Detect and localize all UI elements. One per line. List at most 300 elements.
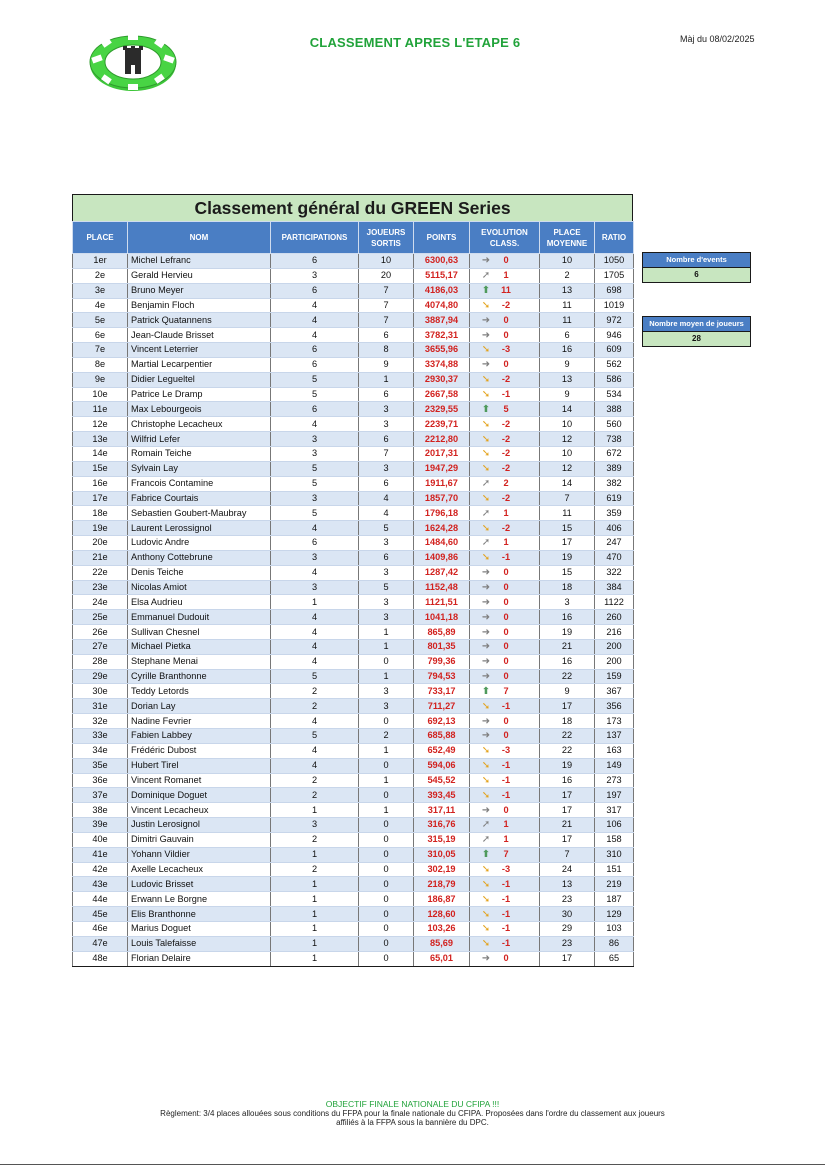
table-row	[73, 788, 634, 803]
name-cell: Denis Teiche	[128, 565, 271, 580]
place-cell: 34e	[73, 743, 128, 758]
players-out-cell: 0	[359, 714, 414, 729]
place-cell: 14e	[73, 446, 128, 461]
participations-cell: 2	[271, 773, 359, 788]
ratio-cell: 1122	[595, 595, 634, 610]
evolution-value: 1	[503, 819, 509, 830]
place-cell: 7e	[73, 343, 128, 358]
arrow-right-icon: ➜	[481, 953, 491, 965]
points-cell: 3887,94	[414, 313, 470, 328]
column-header: EVOLUTION CLASS.	[470, 222, 540, 254]
average-place-cell: 9	[540, 387, 595, 402]
players-out-cell: 0	[359, 877, 414, 892]
evolution-cell	[470, 491, 540, 506]
ratio-cell: 359	[595, 506, 634, 521]
players-out-cell: 4	[359, 506, 414, 521]
evolution-value: -1	[501, 389, 511, 400]
ratio-cell: 470	[595, 550, 634, 565]
table-row	[73, 758, 634, 773]
points-cell: 2239,71	[414, 417, 470, 432]
ratio-cell: 1019	[595, 298, 634, 313]
participations-cell: 4	[271, 521, 359, 536]
players-out-cell: 6	[359, 432, 414, 447]
participations-cell: 4	[271, 639, 359, 654]
evolution-cell	[470, 580, 540, 595]
average-place-cell: 18	[540, 714, 595, 729]
participations-cell: 6	[271, 343, 359, 358]
average-place-cell: 2	[540, 268, 595, 283]
players-out-cell: 5	[359, 580, 414, 595]
place-cell: 39e	[73, 818, 128, 833]
arrow-right-icon: ➜	[481, 255, 491, 267]
average-place-cell: 16	[540, 343, 595, 358]
ratio-cell: 738	[595, 432, 634, 447]
evolution-cell	[470, 847, 540, 862]
ratio-cell: 609	[595, 343, 634, 358]
place-cell: 10e	[73, 387, 128, 402]
evolution-cell	[470, 773, 540, 788]
evolution-value: 0	[503, 359, 509, 370]
evolution-value: 0	[503, 641, 509, 652]
ratio-cell: 560	[595, 417, 634, 432]
participations-cell: 1	[271, 847, 359, 862]
ratio-cell: 310	[595, 847, 634, 862]
ratio-cell: 103	[595, 921, 634, 936]
evolution-cell	[470, 951, 540, 966]
ratio-cell: 1705	[595, 268, 634, 283]
players-out-cell: 2	[359, 729, 414, 744]
players-out-cell: 6	[359, 550, 414, 565]
ratio-cell: 698	[595, 283, 634, 298]
participations-cell: 3	[271, 818, 359, 833]
players-out-cell: 0	[359, 936, 414, 951]
average-place-cell: 30	[540, 907, 595, 922]
participations-cell: 2	[271, 862, 359, 877]
name-cell: Michel Lefranc	[128, 254, 271, 269]
evolution-value: 7	[503, 685, 509, 696]
ratio-cell: 86	[595, 936, 634, 951]
arrow-diagup-icon: ➚	[481, 507, 491, 519]
participations-cell: 4	[271, 654, 359, 669]
evolution-cell	[470, 476, 540, 491]
name-cell: Benjamin Floch	[128, 298, 271, 313]
arrow-down-icon: ➘	[481, 700, 491, 712]
table-row	[73, 432, 634, 447]
points-cell: 799,36	[414, 654, 470, 669]
players-out-cell: 1	[359, 669, 414, 684]
average-place-cell: 17	[540, 832, 595, 847]
evolution-value: -1	[501, 923, 511, 934]
players-out-cell: 6	[359, 387, 414, 402]
evolution-value: 0	[503, 953, 509, 964]
evolution-cell	[470, 714, 540, 729]
avg-players-value: 28	[642, 332, 751, 347]
name-cell: Ludovic Andre	[128, 536, 271, 551]
evolution-cell	[470, 758, 540, 773]
average-place-cell: 23	[540, 936, 595, 951]
evolution-cell	[470, 907, 540, 922]
points-cell: 1947,29	[414, 461, 470, 476]
points-cell: 302,19	[414, 862, 470, 877]
average-place-cell: 16	[540, 610, 595, 625]
ratio-cell: 406	[595, 521, 634, 536]
place-cell: 30e	[73, 684, 128, 699]
evolution-cell	[470, 446, 540, 461]
table-row	[73, 283, 634, 298]
ratio-cell: 322	[595, 565, 634, 580]
ratio-cell: 534	[595, 387, 634, 402]
average-place-cell: 13	[540, 877, 595, 892]
ratio-cell: 672	[595, 446, 634, 461]
participations-cell: 4	[271, 743, 359, 758]
table-row	[73, 268, 634, 283]
points-cell: 685,88	[414, 729, 470, 744]
ratio-cell: 219	[595, 877, 634, 892]
ratio-cell: 586	[595, 372, 634, 387]
participations-cell: 1	[271, 877, 359, 892]
average-place-cell: 10	[540, 254, 595, 269]
average-place-cell: 17	[540, 699, 595, 714]
participations-cell: 2	[271, 684, 359, 699]
participations-cell: 4	[271, 625, 359, 640]
average-place-cell: 12	[540, 432, 595, 447]
place-cell: 43e	[73, 877, 128, 892]
footer-rule-line1: Règlement: 3/4 places allouées sous conditions du FFPA pour la finale nationale du CFIPA. Proposées dans l'ordre du classement aux joueurs	[160, 1109, 665, 1118]
ratio-cell: 382	[595, 476, 634, 491]
players-out-cell: 0	[359, 758, 414, 773]
average-place-cell: 15	[540, 565, 595, 580]
evolution-cell	[470, 432, 540, 447]
participations-cell: 6	[271, 402, 359, 417]
table-row	[73, 372, 634, 387]
place-cell: 41e	[73, 847, 128, 862]
evolution-value: 1	[503, 537, 509, 548]
table-title: Classement général du GREEN Series	[72, 194, 633, 221]
name-cell: Nicolas Amiot	[128, 580, 271, 595]
evolution-value: -3	[501, 745, 511, 756]
evolution-cell	[470, 936, 540, 951]
place-cell: 35e	[73, 758, 128, 773]
column-header: POINTS	[414, 222, 470, 254]
average-place-cell: 22	[540, 729, 595, 744]
players-out-cell: 1	[359, 625, 414, 640]
table-row	[73, 491, 634, 506]
evolution-value: -1	[501, 878, 511, 889]
players-out-cell: 0	[359, 951, 414, 966]
place-cell: 15e	[73, 461, 128, 476]
average-place-cell: 10	[540, 446, 595, 461]
arrow-up-icon: ⬆	[481, 403, 491, 415]
place-cell: 26e	[73, 625, 128, 640]
average-place-cell: 17	[540, 788, 595, 803]
name-cell: Martial Lecarpentier	[128, 357, 271, 372]
arrow-right-icon: ➜	[481, 804, 491, 816]
evolution-value: -1	[501, 789, 511, 800]
points-cell: 794,53	[414, 669, 470, 684]
participations-cell: 3	[271, 432, 359, 447]
average-place-cell: 24	[540, 862, 595, 877]
table-row	[73, 254, 634, 269]
points-cell: 1624,28	[414, 521, 470, 536]
arrow-right-icon: ➜	[481, 611, 491, 623]
evolution-cell	[470, 892, 540, 907]
arrow-diagup-icon: ➚	[481, 478, 491, 490]
players-out-cell: 3	[359, 536, 414, 551]
evolution-value: 0	[503, 715, 509, 726]
evolution-value: 0	[503, 730, 509, 741]
name-cell: Wilfrid Lefer	[128, 432, 271, 447]
place-cell: 11e	[73, 402, 128, 417]
place-cell: 2e	[73, 268, 128, 283]
players-out-cell: 8	[359, 343, 414, 358]
evolution-cell	[470, 639, 540, 654]
average-place-cell: 19	[540, 550, 595, 565]
place-cell: 44e	[73, 892, 128, 907]
arrow-up-icon: ⬆	[481, 285, 491, 297]
players-out-cell: 0	[359, 862, 414, 877]
arrow-diagup-icon: ➚	[481, 834, 491, 846]
name-cell: Michael Pietka	[128, 639, 271, 654]
evolution-cell	[470, 565, 540, 580]
participations-cell: 4	[271, 565, 359, 580]
table-row	[73, 461, 634, 476]
column-header: PARTICIPATIONS	[271, 222, 359, 254]
name-cell: Yohann Vildier	[128, 847, 271, 862]
points-cell: 3655,96	[414, 343, 470, 358]
ratio-cell: 384	[595, 580, 634, 595]
arrow-down-icon: ➘	[481, 893, 491, 905]
points-cell: 128,60	[414, 907, 470, 922]
column-header: PLACE MOYENNE	[540, 222, 595, 254]
points-cell: 186,87	[414, 892, 470, 907]
place-cell: 42e	[73, 862, 128, 877]
place-cell: 45e	[73, 907, 128, 922]
ratio-cell: 367	[595, 684, 634, 699]
footer-rule-line2: affiliés à la FFPA sous la bannière du DPC.	[336, 1118, 489, 1127]
evolution-value: 1	[503, 834, 509, 845]
participations-cell: 2	[271, 699, 359, 714]
players-out-cell: 9	[359, 357, 414, 372]
players-out-cell: 6	[359, 476, 414, 491]
average-place-cell: 22	[540, 743, 595, 758]
avg-players-label: Nombre moyen de joueurs	[642, 316, 751, 332]
arrow-diagup-icon: ➚	[481, 270, 491, 282]
arrow-down-icon: ➘	[481, 463, 491, 475]
ratio-cell: 149	[595, 758, 634, 773]
name-cell: Stephane Menai	[128, 654, 271, 669]
evolution-value: -2	[501, 374, 511, 385]
evolution-value: 0	[503, 329, 509, 340]
average-place-cell: 15	[540, 521, 595, 536]
evolution-cell	[470, 550, 540, 565]
evolution-cell	[470, 402, 540, 417]
place-cell: 16e	[73, 476, 128, 491]
players-out-cell: 3	[359, 417, 414, 432]
ranking-table-container	[72, 194, 633, 967]
name-cell: Emmanuel Dudouit	[128, 610, 271, 625]
events-count-value: 6	[642, 268, 751, 283]
players-out-cell: 1	[359, 639, 414, 654]
participations-cell: 5	[271, 372, 359, 387]
evolution-value: -2	[501, 522, 511, 533]
place-cell: 47e	[73, 936, 128, 951]
place-cell: 25e	[73, 610, 128, 625]
arrow-down-icon: ➘	[481, 938, 491, 950]
players-out-cell: 0	[359, 907, 414, 922]
name-cell: Dorian Lay	[128, 699, 271, 714]
place-cell: 8e	[73, 357, 128, 372]
participations-cell: 6	[271, 536, 359, 551]
place-cell: 17e	[73, 491, 128, 506]
name-cell: Didier Legueltel	[128, 372, 271, 387]
participations-cell: 5	[271, 506, 359, 521]
table-row	[73, 446, 634, 461]
ratio-cell: 972	[595, 313, 634, 328]
points-cell: 4186,03	[414, 283, 470, 298]
players-out-cell: 3	[359, 402, 414, 417]
points-cell: 3374,88	[414, 357, 470, 372]
place-cell: 12e	[73, 417, 128, 432]
table-row	[73, 550, 634, 565]
participations-cell: 5	[271, 476, 359, 491]
evolution-cell	[470, 283, 540, 298]
table-row	[73, 625, 634, 640]
points-cell: 865,89	[414, 625, 470, 640]
place-cell: 46e	[73, 921, 128, 936]
points-cell: 1041,18	[414, 610, 470, 625]
players-out-cell: 0	[359, 788, 414, 803]
ratio-cell: 158	[595, 832, 634, 847]
arrow-down-icon: ➘	[481, 745, 491, 757]
evolution-value: 0	[503, 626, 509, 637]
evolution-cell	[470, 921, 540, 936]
arrow-right-icon: ➜	[481, 641, 491, 653]
participations-cell: 4	[271, 328, 359, 343]
name-cell: Bruno Meyer	[128, 283, 271, 298]
average-place-cell: 11	[540, 313, 595, 328]
players-out-cell: 4	[359, 491, 414, 506]
average-place-cell: 7	[540, 491, 595, 506]
place-cell: 23e	[73, 580, 128, 595]
ratio-cell: 106	[595, 818, 634, 833]
arrow-down-icon: ➘	[481, 448, 491, 460]
table-row	[73, 862, 634, 877]
name-cell: Vincent Romanet	[128, 773, 271, 788]
place-cell: 1er	[73, 254, 128, 269]
place-cell: 22e	[73, 565, 128, 580]
participations-cell: 4	[271, 610, 359, 625]
evolution-value: -1	[501, 893, 511, 904]
table-row	[73, 610, 634, 625]
participations-cell: 1	[271, 921, 359, 936]
players-out-cell: 3	[359, 461, 414, 476]
name-cell: Ludovic Brisset	[128, 877, 271, 892]
points-cell: 801,35	[414, 639, 470, 654]
arrow-down-icon: ➘	[481, 774, 491, 786]
name-cell: Romain Teiche	[128, 446, 271, 461]
table-row	[73, 357, 634, 372]
participations-cell: 3	[271, 550, 359, 565]
table-row	[73, 743, 634, 758]
participations-cell: 3	[271, 446, 359, 461]
evolution-cell	[470, 343, 540, 358]
name-cell: Elis Branthonne	[128, 907, 271, 922]
ratio-cell: 389	[595, 461, 634, 476]
evolution-value: -2	[501, 299, 511, 310]
table-row	[73, 684, 634, 699]
evolution-value: 2	[503, 478, 509, 489]
evolution-cell	[470, 595, 540, 610]
players-out-cell: 3	[359, 595, 414, 610]
arrow-down-icon: ➘	[481, 374, 491, 386]
players-out-cell: 7	[359, 446, 414, 461]
name-cell: Max Lebourgeois	[128, 402, 271, 417]
table-row	[73, 877, 634, 892]
players-out-cell: 0	[359, 654, 414, 669]
average-place-cell: 16	[540, 773, 595, 788]
average-place-cell: 11	[540, 506, 595, 521]
table-row	[73, 818, 634, 833]
place-cell: 27e	[73, 639, 128, 654]
evolution-cell	[470, 803, 540, 818]
evolution-cell	[470, 699, 540, 714]
arrow-down-icon: ➘	[481, 389, 491, 401]
footer	[110, 1099, 715, 1127]
participations-cell: 3	[271, 268, 359, 283]
table-row	[73, 476, 634, 491]
evolution-value: 0	[503, 671, 509, 682]
evolution-cell	[470, 536, 540, 551]
evolution-cell	[470, 268, 540, 283]
evolution-value: -1	[501, 552, 511, 563]
table-row	[73, 343, 634, 358]
players-out-cell: 1	[359, 372, 414, 387]
ratio-cell: 946	[595, 328, 634, 343]
evolution-value: 0	[503, 656, 509, 667]
evolution-value: 0	[503, 581, 509, 592]
points-cell: 1409,86	[414, 550, 470, 565]
participations-cell: 2	[271, 832, 359, 847]
table-row	[73, 402, 634, 417]
points-cell: 393,45	[414, 788, 470, 803]
table-row	[73, 714, 634, 729]
column-header: PLACE	[73, 222, 128, 254]
players-out-cell: 7	[359, 283, 414, 298]
participations-cell: 6	[271, 357, 359, 372]
arrow-down-icon: ➘	[481, 344, 491, 356]
evolution-value: -2	[501, 463, 511, 474]
evolution-cell	[470, 506, 540, 521]
arrow-down-icon: ➘	[481, 878, 491, 890]
points-cell: 2212,80	[414, 432, 470, 447]
players-out-cell: 0	[359, 818, 414, 833]
place-cell: 37e	[73, 788, 128, 803]
points-cell: 2930,37	[414, 372, 470, 387]
participations-cell: 3	[271, 580, 359, 595]
evolution-cell	[470, 298, 540, 313]
evolution-cell	[470, 788, 540, 803]
evolution-cell	[470, 625, 540, 640]
average-place-cell: 11	[540, 298, 595, 313]
points-cell: 6300,63	[414, 254, 470, 269]
table-row	[73, 669, 634, 684]
table-row	[73, 639, 634, 654]
place-cell: 18e	[73, 506, 128, 521]
arrow-right-icon: ➜	[481, 567, 491, 579]
avg-players-box	[642, 316, 751, 347]
arrow-down-icon: ➘	[481, 923, 491, 935]
points-cell: 711,27	[414, 699, 470, 714]
